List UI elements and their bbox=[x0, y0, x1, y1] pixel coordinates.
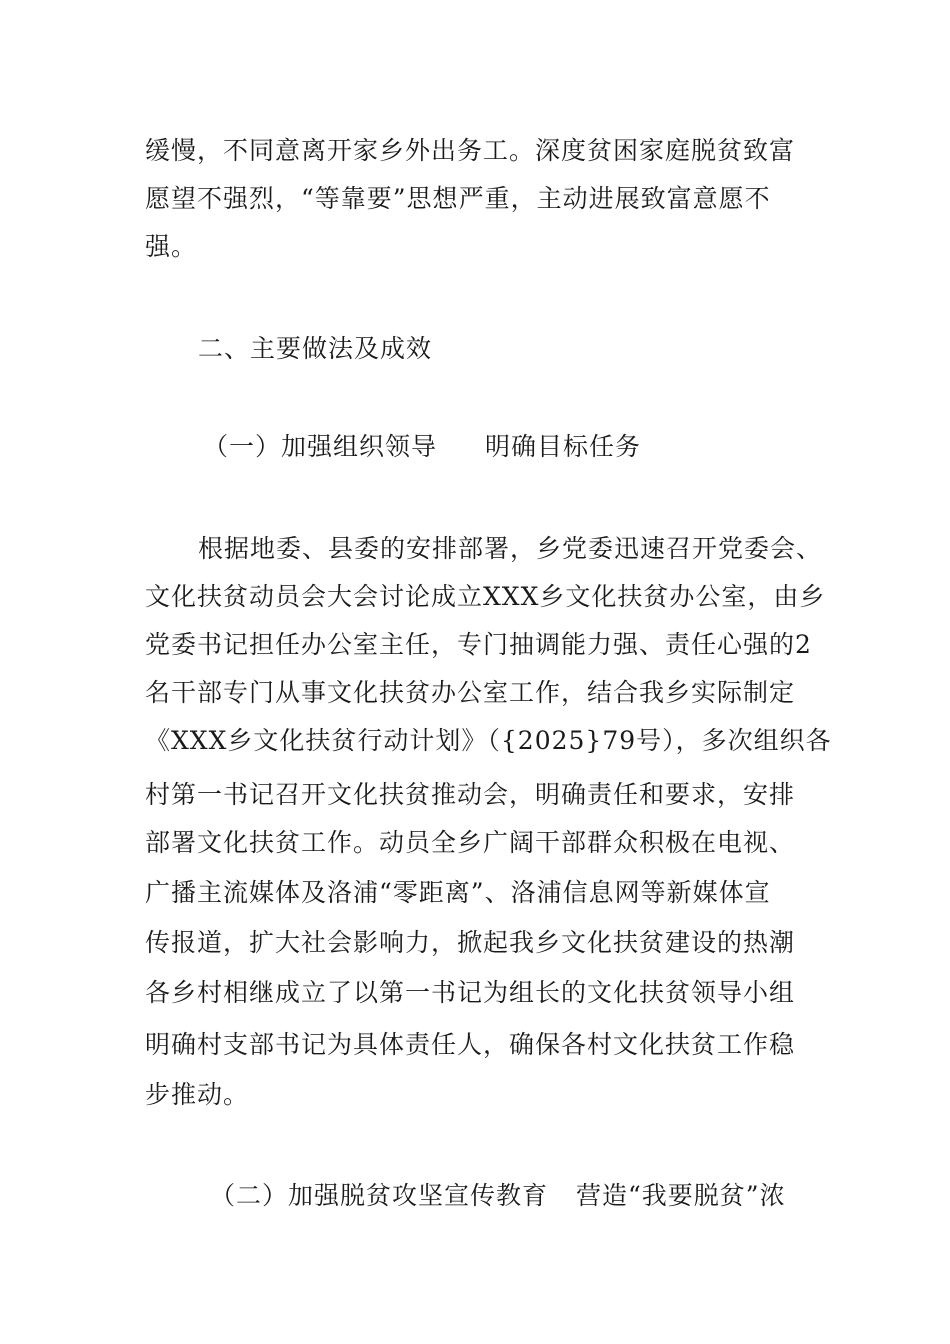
paragraph-line: 广播主流媒体及洛浦“零距离”、洛浦信息网等新媒体宣 bbox=[145, 878, 771, 907]
paragraph-line: 根据地委、县委的安排部署，乡党委迅速召开党委会、 bbox=[198, 534, 823, 563]
paragraph-line: 部署文化扶贫工作。动员全乡广阔干部群众积极在电视、 bbox=[145, 828, 796, 857]
paragraph-line: 缓慢，不同意离开家乡外出务工。深度贫困家庭脱贫致富 bbox=[145, 136, 796, 165]
subheading-1 bbox=[203, 432, 641, 462]
paragraph-line: 步推动。 bbox=[145, 1080, 250, 1109]
paragraph-line: 明确村支部书记为具体责任人，确保各村文化扶贫工作稳 bbox=[145, 1030, 796, 1059]
paragraph-line: 传报道，扩大社会影响力，掀起我乡文化扶贫建设的热潮 bbox=[145, 928, 796, 957]
subheading-1-title: （一）加强组织领导 bbox=[203, 432, 438, 461]
paragraph-line: 村第一书记召开文化扶贫推动会，明确责任和要求，安排 bbox=[145, 780, 796, 809]
paragraph-line: 名干部专门从事文化扶贫办公室工作，结合我乡实际制定 bbox=[145, 678, 796, 707]
paragraph-line: 党委书记担任办公室主任，专门抽调能力强、责任心强的2 bbox=[145, 630, 812, 659]
subheading-2 bbox=[210, 1181, 786, 1211]
paragraph-line: 愿望不强烈，“等靠要”思想严重，主动进展致富意愿不 bbox=[145, 184, 771, 213]
paragraph-line: 《XXX乡文化扶贫行动计划》（{2025}79号），多次组织各 bbox=[145, 726, 832, 755]
subheading-1-subtitle: 明确目标任务 bbox=[485, 432, 642, 461]
subheading-2-subtitle: 营造“我要脱贫”浓 bbox=[576, 1181, 786, 1210]
paragraph-line: 各乡村相继成立了以第一书记为组长的文化扶贫领导小组 bbox=[145, 978, 796, 1007]
section-heading: 二、主要做法及成效 bbox=[198, 334, 433, 363]
paragraph-line: 文化扶贫动员会大会讨论成立XXX乡文化扶贫办公室，由乡 bbox=[145, 582, 826, 611]
subheading-2-title: （二）加强脱贫攻坚宣传教育 bbox=[210, 1181, 549, 1210]
paragraph-line: 强。 bbox=[145, 232, 198, 261]
